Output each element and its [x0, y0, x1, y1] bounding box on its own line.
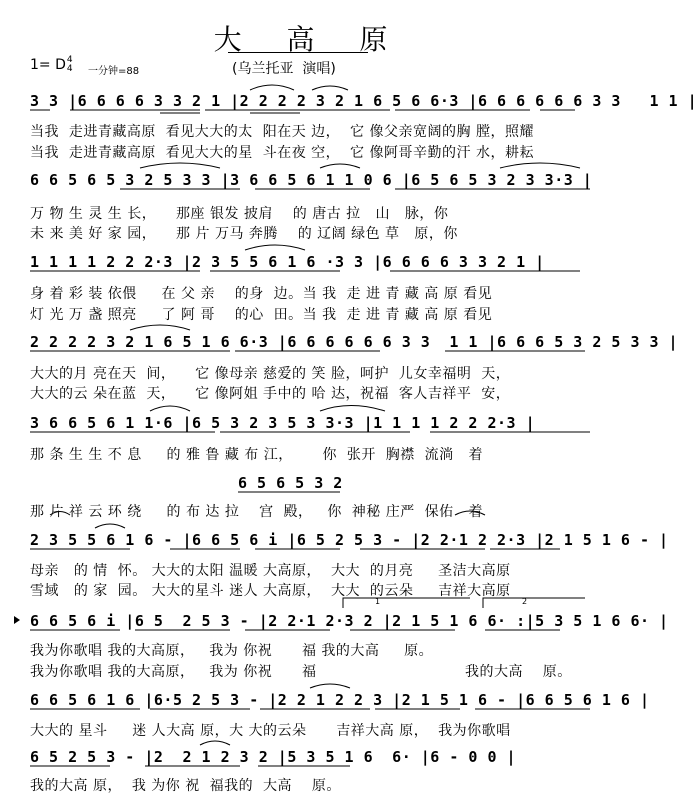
slur — [245, 245, 305, 250]
tempo-marking: 一分钟=88 — [88, 66, 140, 77]
lyric-row-10: 我的大高 原， 我 为你 祝 福我的 大高 原。 — [30, 778, 341, 794]
slur — [95, 524, 125, 528]
key-signature — [30, 56, 73, 74]
title-underline — [228, 52, 368, 53]
notation-row-8: 6 6 5 6 i |6 5 2 5 3 - |2 2·1 2·3 2 |2 1 5 1 6 6· :|5 3 5 1 6 6· | — [30, 612, 669, 630]
lyric-row-8-verse-1: 我为你歌唱 我的大高原， 我为 你祝 福 我的大高 原。 — [30, 643, 434, 659]
song-title: 大 高 原 — [213, 23, 406, 56]
lyric-row-4-verse-2: 大大的云 朵在蓝 天， 它 像阿姐 手中的 哈 达，祝福 客人吉祥平 安， — [30, 386, 511, 402]
time-signature-top: 4 — [66, 55, 73, 65]
lyric-row-1-verse-2: 当我 走进青藏高原 看见大大的星 斗在夜 空， 它 像阿哥辛勤的汗 水，耕耘 — [30, 145, 534, 161]
notation-row-2: 6 6 5 6 5 3 2 5 3 3 |3 6 6 5 6 1 1 0 6 |6 5 6 5 3 2 3 3·3 | — [30, 171, 593, 189]
slur — [250, 85, 348, 90]
slur — [140, 163, 580, 168]
lyric-row-6: 那 片 祥 云 环 绕 的 布 达 拉 宫 殿， 你 神秘 庄严 保佑 着 — [30, 504, 484, 520]
lyric-row-3-verse-1: 身 着 彩 装 依偎 在 父 亲 的身 边。当 我 走 进 青 藏 高 原 看见 — [30, 286, 493, 302]
lyric-row-9: 大大的 星斗 迷 人大高 原，大 大的云朵 吉祥大高 原， 我为你歌唱 — [30, 723, 511, 739]
time-signature-bottom: 4 — [66, 64, 73, 74]
lyric-row-1-verse-1: 当我 走进青藏高原 看见大大的太 阳在天 边， 它 像父亲宽阔的胸 膛，照耀 — [30, 124, 534, 140]
slur — [200, 741, 230, 745]
notation-row-1: 3 3 |6 6 6 6 3 3 2 1 |2 2 2 2 3 2 1 6 5 6 6·3 |6 6 6 6 6 6 3 3 1 1 | — [30, 92, 697, 110]
time-signature — [67, 56, 73, 74]
notation-row-7: 2 3 5 5 6 1 6 - |6 6 5 6 i |6 5 2 5 3 - |2 2·1 2 2·3 |2 1 5 1 6 - | — [30, 531, 669, 549]
notation-row-3: 1 1 1 1 2 2 2·3 |2 3 5 5 6 1 6 ·3 3 |6 6 6 6 3 3 2 1 | — [30, 253, 545, 271]
singer-credit: (乌兰托亚 演唱) — [232, 61, 336, 77]
lyric-row-7-verse-1: 母亲 的 情 怀。 大大的太阳 温暖 大高原， 大大 的月亮 圣洁大高原 — [30, 563, 511, 579]
slur — [150, 406, 385, 412]
lyric-row-7-verse-2: 雪域 的 家 园。 大大的星斗 迷人 大高原， 大大 的云朵 吉祥大高原 — [30, 583, 511, 599]
lyric-row-5: 那 条 生 生 不 息 的 雅 鲁 藏 布 江， 你 张开 胸襟 流淌 着 — [30, 447, 484, 463]
volta-number-1: 1 — [375, 597, 381, 606]
volta-number-2: 2 — [522, 597, 528, 606]
lyric-row-3-verse-2: 灯 光 万 盏 照亮 了 阿 哥 的心 田。当 我 走 进 青 藏 高 原 看见 — [30, 307, 493, 323]
notation-row-4: 2 2 2 2 3 2 1 6 5 1 6 6·3 |6 6 6 6 6 6 3 3 1 1 |6 6 6 5 3 2 5 3 3 | — [30, 333, 679, 351]
lyric-row-2-verse-2: 未 来 美 好 家 园， 那 片 万马 奔腾 的 辽阔 绿色 草 原，你 — [30, 226, 458, 242]
slur — [130, 325, 190, 330]
breath-mark-icon — [14, 616, 20, 624]
notation-row-6: 6 5 6 5 3 2 — [238, 474, 343, 492]
lyric-row-2-verse-1: 万 物 生 灵 生 长， 那座 银发 披肩 的 唐古 拉 山 脉，你 — [30, 206, 449, 222]
lyric-row-4-verse-1: 大大的月 亮在天 间， 它 像母亲 慈爱的 笑 脸，呵护 儿女幸福明 天， — [30, 366, 511, 382]
notation-row-10: 6 5 2 5 3 - |2 2 1 2 3 2 |5 3 5 1 6 6· |6 - 0 0 | — [30, 748, 517, 766]
key-label: 1= D — [30, 57, 66, 73]
lyric-row-8-verse-2: 我为你歌唱 我的大高原， 我为 你祝 福 我的大高 原。 — [30, 664, 572, 680]
notation-row-5: 3 6 6 5 6 1 1·6 |6 5 3 2 3 5 3 3·3 |1 1 1 1 2 2 2·3 | — [30, 414, 536, 432]
notation-row-9: 6 6 5 6 1 6 |6·5 2 5 3 - |2 2 1 2 2 3 |2 1 5 1 6 - |6 6 5 6 1 6 | — [30, 691, 650, 709]
slur — [310, 684, 350, 688]
